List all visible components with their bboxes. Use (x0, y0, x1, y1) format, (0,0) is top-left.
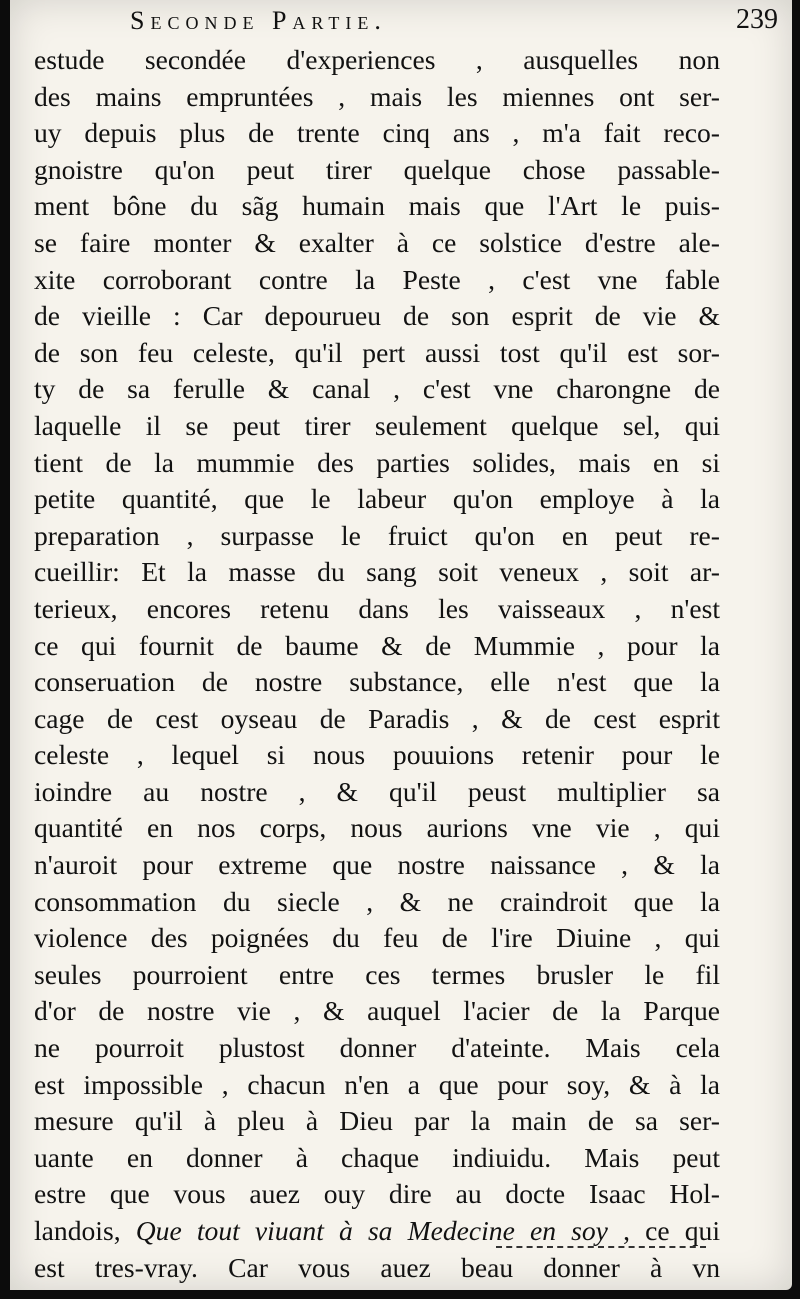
text-line: ment bône du sãg humain mais que l'Art le puis- (34, 190, 720, 222)
text-line: cueillir: Et la masse du sang soit veneux , soit ar- (34, 556, 720, 588)
text-line: violence des poignées du feu de l'ire Diuine , qui (34, 922, 720, 954)
text-line: cage de cest oyseau de Paradis , & de cest esprit (34, 702, 720, 734)
text-line: petite quantité, que le labeur qu'on employe à la (34, 483, 720, 515)
text-line: des mains empruntées , mais les miennes ont ser- (34, 80, 720, 112)
text-line: celeste , lequel si nous pouuions retenir pour le (34, 739, 720, 771)
text-fragment: , ce qui (623, 1215, 720, 1246)
text-line: conseruation de nostre substance, elle n'est que la (34, 666, 720, 698)
text-line: tient de la mummie des parties solides, mais en si (34, 446, 720, 478)
text-fragment: landois, (34, 1215, 121, 1246)
text-line: ty de sa ferulle & canal , c'est vne charongne de (34, 373, 720, 405)
text-line: de vieille : Car depourueu de son esprit de vie & (34, 300, 720, 332)
text-line: laquelle il se peut tirer seulement quelque sel, qui (34, 409, 720, 441)
text-line: uante en donner à chaque indiuidu. Mais peut (34, 1141, 720, 1173)
text-line: ne pourroit plustost donner d'ateinte. Mais cela (34, 1032, 720, 1064)
text-line: se faire monter & exalter à ce solstice d'estre ale- (34, 226, 720, 258)
text-line: gnoistre qu'on peut tirer quelque chose passable- (34, 153, 720, 185)
text-line: preparation , surpasse le fruict qu'on en peut re- (34, 519, 720, 551)
running-head (10, 4, 792, 38)
text-line-with-quote (34, 1213, 720, 1250)
text-line: quantité en nos corps, nous aurions vne vie , qui (34, 812, 720, 844)
text-line: estre que vous auez ouy dire au docte Isaac Hol- (34, 1178, 720, 1210)
quoted-maxim: Que tout viuant à sa Medecine en soy (135, 1215, 608, 1246)
text-line: est impossible , chacun n'en a que pour soy, & à la (34, 1068, 720, 1100)
text-line: de son feu celeste, qu'il pert aussi tost qu'il est sor- (34, 336, 720, 368)
text-line: estude secondée d'experiences , ausquelles non (34, 44, 720, 75)
text-line: ce qui fournit de baume & de Mummie , pour la (34, 629, 720, 661)
text-line: mesure qu'il à pleu à Dieu par la main de sa ser- (34, 1105, 720, 1137)
text-line: n'auroit pour extreme que nostre naissance , & la (34, 849, 720, 881)
running-head-title: Seconde Partie. (130, 6, 387, 35)
text-line: terieux, encores retenu dans les vaisseaux , n'est (34, 592, 720, 624)
text-line: uy depuis plus de trente cinq ans , m'a fait reco- (34, 117, 720, 149)
text-line: seules pourroient entre ces termes brusler le fil (34, 958, 720, 990)
text-line: ioindre au nostre , & qu'il peust multiplier sa (34, 775, 720, 807)
text-line: xite corroborant contre la Peste , c'est vne fable (34, 263, 720, 295)
book-page (10, 0, 792, 1290)
catchword-rule (496, 1246, 706, 1248)
page-number: 239 (736, 4, 778, 35)
body-text (34, 42, 720, 1286)
text-line: consommation du siecle , & ne craindroit que la (34, 885, 720, 917)
text-line: est tres-vray. Car vous auez beau donner à vn (34, 1251, 720, 1283)
text-line: d'or de nostre vie , & auquel l'acier de la Parque (34, 995, 720, 1027)
